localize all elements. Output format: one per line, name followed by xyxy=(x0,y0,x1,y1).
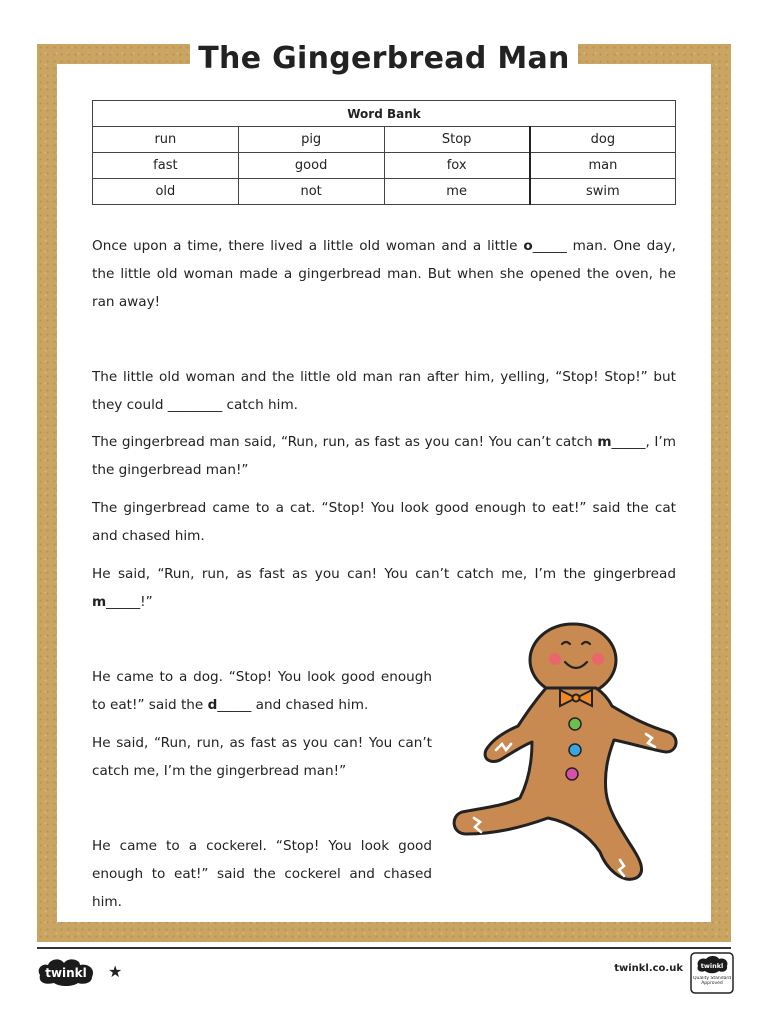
word-bank-cell: good xyxy=(238,153,384,179)
story-paragraph-5 xyxy=(92,560,676,616)
site-url[interactable]: twinkl.co.uk xyxy=(614,963,683,974)
blank-hint-letter: d xyxy=(207,697,218,713)
word-bank-cell: not xyxy=(238,179,384,205)
word-bank-heading: Word Bank xyxy=(93,101,676,127)
word-bank-row xyxy=(93,127,676,153)
story-text: He came to a dog. “Stop! You look good enough to eat!” said the xyxy=(92,669,432,713)
word-bank-table xyxy=(92,100,676,205)
story-paragraph-8: He came to a cockerel. “Stop! You look good enough to eat!” said the cockerel and chased him. xyxy=(92,838,432,910)
story-text: _____ man. One day, the little old woman made a gingerbread man. But when she opened the oven, he ran away! xyxy=(92,238,676,310)
word-bank-cell: me xyxy=(384,179,530,205)
word-bank-cell: Stop xyxy=(384,127,530,153)
gingerbread-man-icon xyxy=(448,622,680,894)
story-text: _____ and chased him. xyxy=(217,697,369,713)
story-paragraph-3 xyxy=(92,428,676,484)
badge-text: Quality Standard Approved xyxy=(693,976,731,986)
word-bank-cell: man xyxy=(530,153,676,179)
blank-hint-letter: m xyxy=(597,434,612,450)
footer-divider xyxy=(37,947,731,949)
blank-hint-letter: o xyxy=(523,238,533,254)
badge-logo-text: twinkl xyxy=(700,962,724,970)
story-paragraph-2: The little old woman and the little old man ran after him, yelling, “Stop! Stop!” but they could ________ catch him. xyxy=(92,369,676,413)
story-paragraph-7: He said, “Run, run, as fast as you can! You can’t catch me, I’m the gingerbread man!” xyxy=(92,735,432,779)
word-bank-cell: fox xyxy=(384,153,530,179)
twinkl-logo xyxy=(34,955,98,987)
word-bank-cell: run xyxy=(93,127,239,153)
story-text: _____, I’m the gingerbread man!” xyxy=(92,434,676,478)
story-text: The gingerbread man said, “Run, run, as fast as you can! You can’t catch xyxy=(92,434,598,450)
star-icon: ★ xyxy=(108,962,123,981)
blank-hint-letter: m xyxy=(92,594,107,610)
word-bank-cell: pig xyxy=(238,127,384,153)
word-bank-row xyxy=(93,153,676,179)
story-text: Once upon a time, there lived a little old woman and a little xyxy=(92,238,524,254)
quality-badge xyxy=(690,952,734,994)
story-text: _____!” xyxy=(106,594,153,610)
logo-text: twinkl xyxy=(45,966,87,980)
word-bank-cell: fast xyxy=(93,153,239,179)
story-paragraph-6 xyxy=(92,663,432,719)
page-title: The Gingerbread Man xyxy=(198,40,570,76)
word-bank-row xyxy=(93,179,676,205)
title-banner xyxy=(190,30,578,86)
word-bank-cell: old xyxy=(93,179,239,205)
word-bank-cell: swim xyxy=(530,179,676,205)
word-bank-cell: dog xyxy=(530,127,676,153)
story-text: He said, “Run, run, as fast as you can! You can’t catch me, I’m the gingerbread xyxy=(92,566,676,582)
story-paragraph-1 xyxy=(92,232,676,316)
story-paragraph-4: The gingerbread came to a cat. “Stop! You look good enough to eat!” said the cat and chased him. xyxy=(92,500,676,544)
